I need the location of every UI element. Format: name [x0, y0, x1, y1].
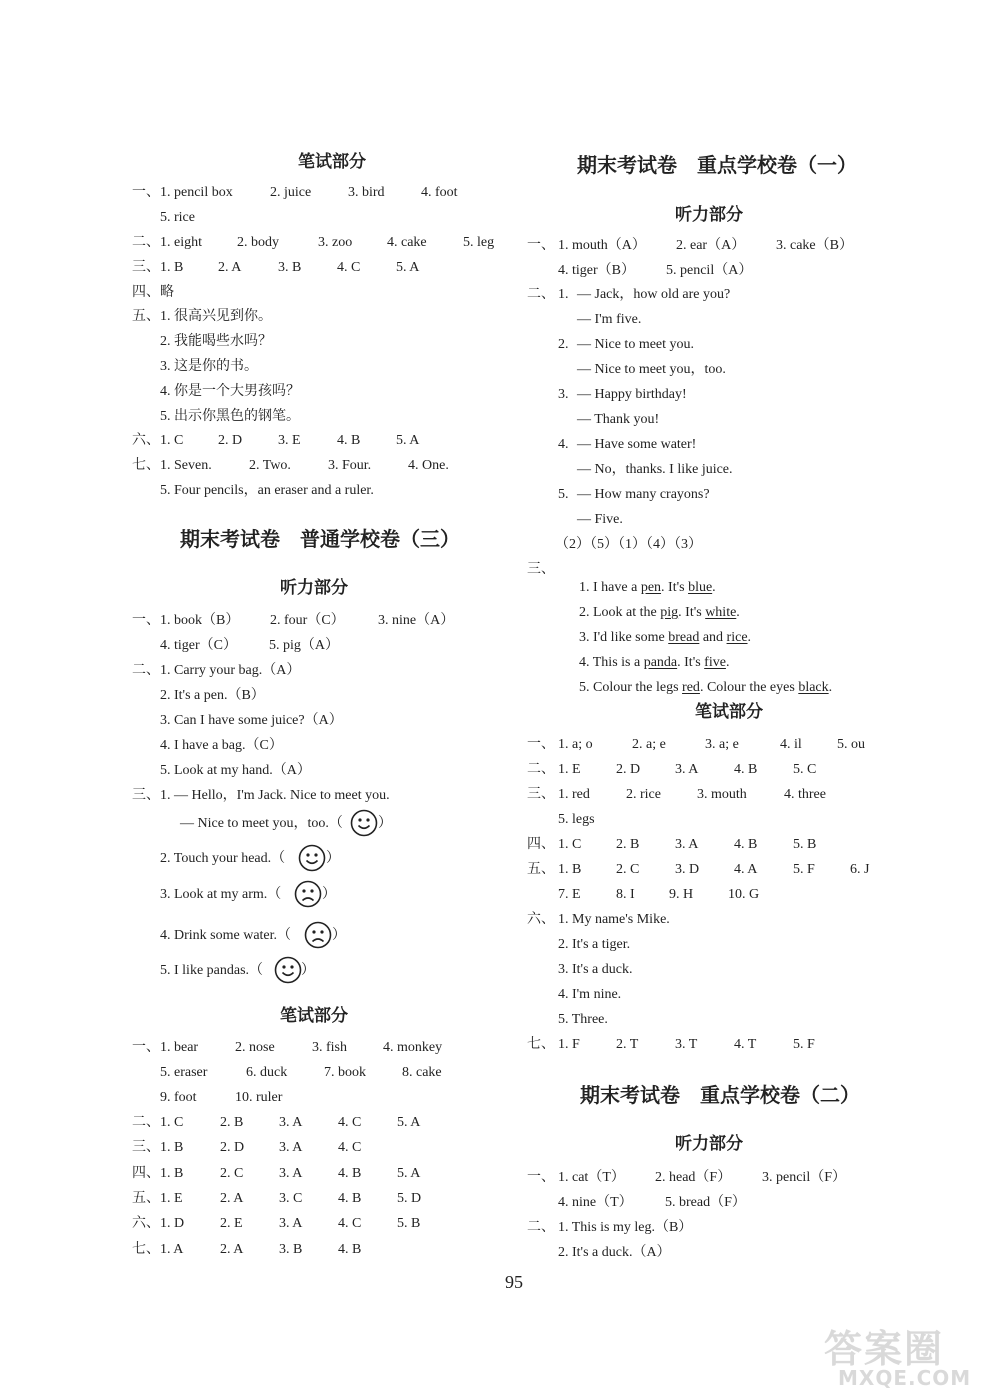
section-title-written-2: 笔试部分: [280, 1006, 348, 1026]
answer-row: 9. foot 10. ruler: [160, 1090, 283, 1105]
answer-row: 5. Three.: [558, 1012, 608, 1027]
answer-row: 七、 1. A 2. A 3. B 4. B: [132, 1242, 362, 1257]
answer-row: 二、 1. This is my leg.（B）: [527, 1220, 693, 1235]
answer-row: 2. 我能喝些水吗？: [160, 334, 272, 349]
answer-row: 5. 出示你黑色的钢笔。: [160, 409, 300, 424]
answer-row: 2. — Nice to meet you.: [558, 337, 695, 352]
answer-row: 四、 1. B 2. C 3. A 4. B 5. A: [132, 1166, 421, 1181]
answer-row: — No，thanks. I like juice.: [577, 462, 733, 477]
answer-row: 5. Colour the legs red. Colour the eyes black.: [579, 680, 833, 695]
answer-row: 一、 1. a; o 2. a; e 3. a; e 4. il 5. ou: [527, 737, 865, 752]
answer-row: 5. eraser 6. duck 7. book 8. cake: [160, 1065, 442, 1080]
answer-row: 五、 1. B 2. C 3. D 4. A 5. F 6. J: [527, 862, 870, 877]
answer-row: 5. I like pandas.（ ）: [160, 963, 315, 978]
answer-row: 3. I'd like some bread and rice.: [579, 630, 752, 645]
answer-row: 3. — Happy birthday!: [558, 387, 687, 402]
answer-row: 2. It's a pen.（B）: [160, 688, 265, 703]
answer-row: — Five.: [577, 512, 623, 527]
answer-row: 4. I'm nine.: [558, 987, 622, 1002]
answer-row: 3. Can I have some juice?（A）: [160, 713, 343, 728]
answer-row: 4. tiger（C） 5. pig（A）: [160, 638, 339, 653]
answer-row: 4. 你是一个大男孩吗？: [160, 384, 300, 399]
section-title-written-3: 笔试部分: [695, 702, 763, 722]
answer-row: 三、 1. B 2. A 3. B 4. C 5. A: [132, 260, 420, 275]
answer-row: 4. — Have some water!: [558, 437, 697, 452]
sad-face-icon: [294, 880, 322, 908]
answer-row: 三、 1. — Hello，I'm Jack. Nice to meet you.: [132, 788, 390, 803]
page-number: 95: [505, 1272, 523, 1292]
answer-row: 2. It's a tiger.: [558, 937, 631, 952]
answer-row: 4. tiger（B） 5. pencil（A）: [558, 263, 753, 278]
watermark-logo: [818, 1318, 994, 1392]
answer-row: 7. E 8. I 9. H 10. G: [558, 887, 760, 902]
answer-row: 四、 略: [132, 285, 174, 300]
answer-row: 5. Four pencils，an eraser and a ruler.: [160, 483, 374, 498]
answer-row: 三、 1. red 2. rice 3. mouth 4. three: [527, 787, 826, 802]
answer-row: 四、 1. C 2. B 3. A 4. B 5. B: [527, 837, 817, 852]
answer-row: 七、 1. Seven. 2. Two. 3. Four. 4. One.: [132, 458, 449, 473]
answer-row: 六、 1. D 2. E 3. A 4. C 5. B: [132, 1216, 421, 1231]
answer-row: 3. 这是你的书。: [160, 359, 258, 374]
answer-row: 4. nine（T） 5. bread（F）: [558, 1195, 746, 1210]
answer-row: 六、 1. C 2. D 3. E 4. B 5. A: [132, 433, 420, 448]
answer-row: （2）（5）（1）（4）（3）: [555, 537, 702, 552]
answer-row: 5. legs: [558, 812, 595, 827]
answer-row: — I'm five.: [577, 312, 642, 327]
answer-row: 一、 1. bear 2. nose 3. fish 4. monkey: [132, 1040, 443, 1055]
section-title-listening: 听力部分: [280, 578, 348, 598]
answer-row: 二、 1. C 2. B 3. A 4. C 5. A: [132, 1115, 421, 1130]
exam-title-ordinary-3: 期末考试卷 普通学校卷（三）: [180, 527, 460, 551]
exam-title-key-2: 期末考试卷 重点学校卷（二）: [580, 1083, 860, 1107]
answer-row: 2. Look at the pig. It's white.: [579, 605, 740, 620]
answer-row: 二、 1. Carry your bag.（A）: [132, 663, 301, 678]
answer-row: 3. Look at my arm.（ ）: [160, 887, 336, 902]
exam-title-key-1: 期末考试卷 重点学校卷（一）: [577, 153, 857, 177]
answer-row: 2. Touch your head.（ ）: [160, 851, 340, 866]
answer-row: 一、 1. book（B） 2. four（C） 3. nine（A）: [132, 613, 455, 628]
answer-row: 二、 1. eight 2. body 3. zoo 4. cake 5. leg: [132, 235, 495, 250]
answer-row: 4. This is a panda. It's five.: [579, 655, 730, 670]
watermark-text-bottom: MXQE.COM: [838, 1366, 972, 1390]
answer-row: 三、 1. I have a pen. It's blue.: [527, 562, 716, 595]
happy-face-icon: [298, 844, 326, 872]
answer-row: 5. rice: [160, 210, 195, 225]
answer-row: 五、 1. E 2. A 3. C 4. B 5. D: [132, 1191, 422, 1206]
answer-row: 5. Look at my hand.（A）: [160, 763, 311, 778]
answer-row: 一、 1. mouth（A） 2. ear（A） 3. cake（B）: [527, 238, 853, 253]
answer-row: 2. It's a duck.（A）: [558, 1245, 671, 1260]
answer-row: — Nice to meet you，too.: [577, 362, 726, 377]
watermark-text-top: 答案圈: [824, 1327, 945, 1371]
answer-row: 二、 1. — Jack，how old are you?: [527, 287, 731, 302]
answer-row: 5. — How many crayons?: [558, 487, 710, 502]
answer-row: 五、 1. 很高兴见到你。: [132, 309, 272, 324]
answer-row: 二、 1. E 2. D 3. A 4. B 5. C: [527, 762, 817, 777]
answer-row: 4. Drink some water.（ ）: [160, 928, 346, 943]
happy-face-icon: [274, 956, 302, 984]
section-title-written-1: 笔试部分: [298, 152, 366, 172]
sad-face-icon: [304, 921, 332, 949]
section-title-listening-2: 听力部分: [675, 1134, 743, 1154]
answer-row: 三、 1. B 2. D 3. A 4. C: [132, 1140, 362, 1155]
answer-row: — Nice to meet you，too.（ ）: [180, 816, 392, 831]
answer-row: 4. I have a bag.（C）: [160, 738, 283, 753]
answer-row: 七、 1. F 2. T 3. T 4. T 5. F: [527, 1037, 815, 1052]
answer-row: 六、 1. My name's Mike.: [527, 912, 670, 927]
answer-row: 一、 1. cat（T） 2. head（F） 3. pencil（F）: [527, 1170, 846, 1185]
answer-row: — Thank you!: [577, 412, 660, 427]
section-title-listening-1: 听力部分: [675, 205, 743, 225]
answer-row: 一、 1. pencil box 2. juice 3. bird 4. foot: [132, 185, 458, 200]
happy-face-icon: [350, 809, 378, 837]
answer-row: 3. It's a duck.: [558, 962, 633, 977]
